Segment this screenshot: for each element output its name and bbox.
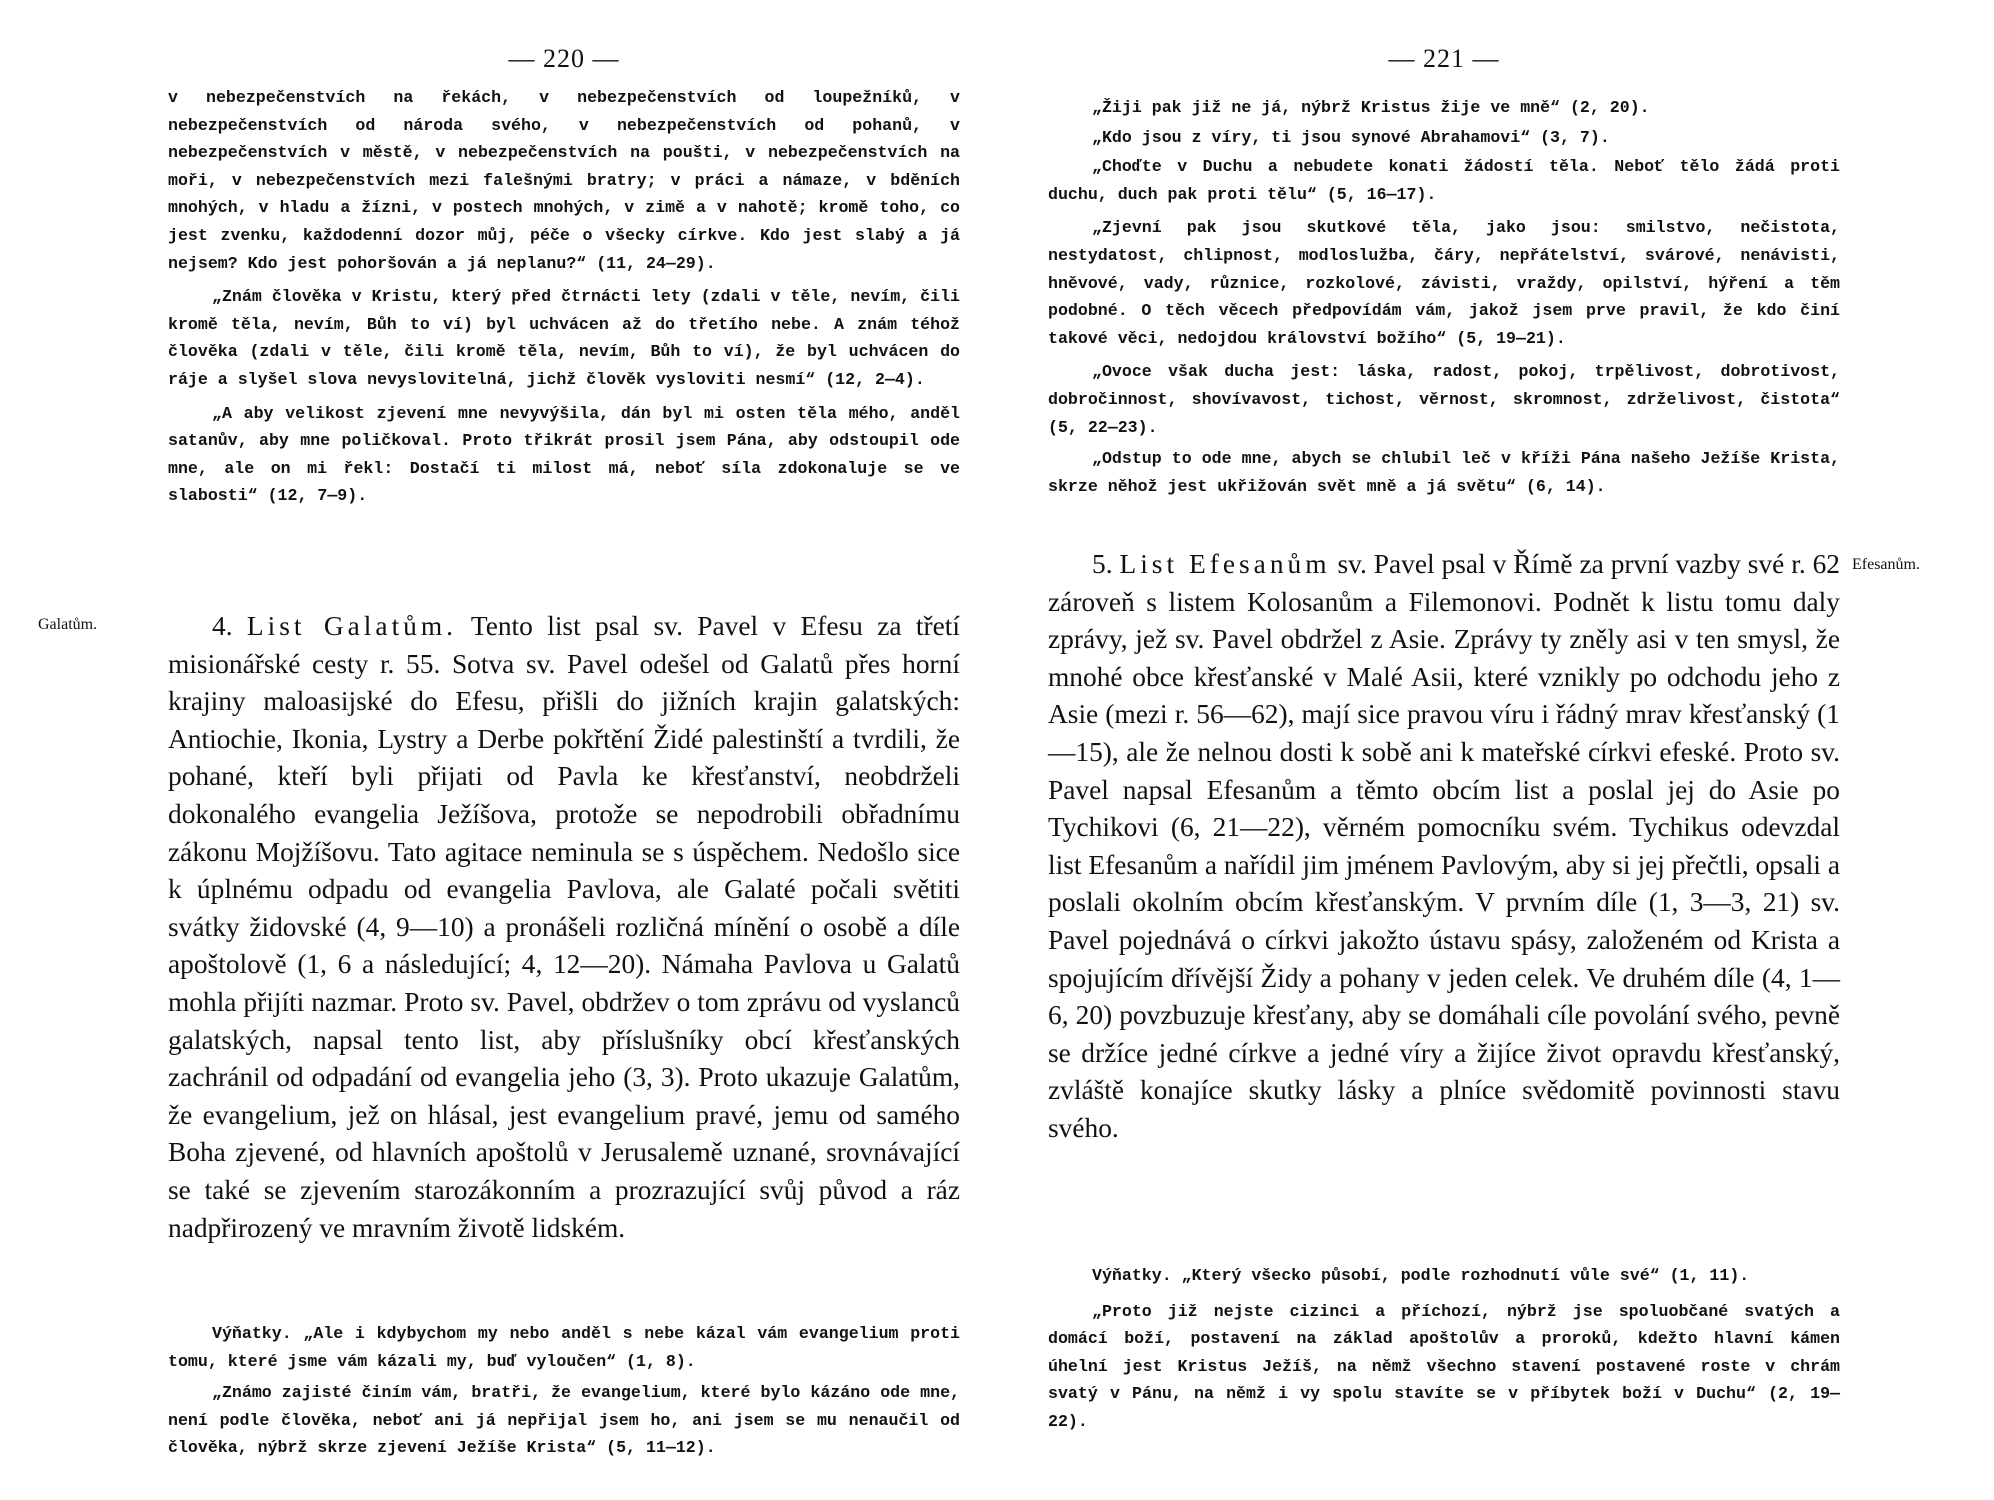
left-section-number: 4.: [212, 611, 233, 641]
left-paragraph-3: „A aby velikost zjevení mne nevyvýšila, dán byl mi osten těla mého, anděl satanův, aby mne poličkoval. Proto třikrát prosil jsem Pána, aby odstoupil ode mne, ale on mi řekl: Dostačí ti milost má, neboť síla zdokonaluje se ve slabosti“ (12, 7—9).: [168, 403, 960, 506]
right-excerpt-label: Výňatky.: [1092, 1266, 1172, 1285]
left-excerpt-label: Výňatky.: [212, 1324, 292, 1343]
left-top-text: [168, 84, 960, 510]
right-quote-4: „Zjevní pak jsou skutkové těla, jako jsou: smilstvo, nečistota, nestydatost, chlipnost, modloslužba, čáry, nepřátelství, svárové, nenávisti, hněvové, vady, různice, rozkolové, závisti, vraždy, opilství, hýření a těm podobné. O těch věcech předpovídám vám, jakož jsem prve pravil, že kdo činí takové věci, nedojdou království božího“ (5, 19—21).: [1048, 218, 1840, 348]
right-excerpts: [1048, 1262, 1840, 1436]
left-margin-note: Galatům.: [38, 616, 98, 633]
left-excerpts: [168, 1320, 960, 1462]
right-quote-1: „Žiji pak již ne já, nýbrž Kristus žije ve mně“ (2, 20).: [1092, 98, 1650, 117]
left-paragraph-2: „Znám člověka v Kristu, který před čtrnácti lety (zdali v těle, nevím, čili kromě těla, nevím, Bůh to ví) byl uchvácen až do třetího nebe. A znám téhož člověka (zdali v těle, čili kromě těla, nevím, Bůh to ví), že byl uchvácen do ráje a slyšel slova nevyslovitelná, jichž člověk vysloviti nesmí“ (12, 2—4).: [168, 287, 960, 389]
right-quote-6: „Odstup to ode mne, abych se chlubil leč v kříži Pána našeho Ježíše Krista, skrze něhož jest ukřižován svět mně a já světu“ (6, 14).: [1048, 449, 1840, 496]
right-section-title: List Efesanům: [1119, 549, 1331, 579]
right-quote-3: „Choďte v Duchu a nebudete konati žádostí těla. Neboť tělo žádá proti duchu, duch pak proti tělu“ (5, 16—17).: [1048, 157, 1840, 204]
right-quote-2: „Kdo jsou z víry, ti jsou synové Abrahamovi“ (3, 7).: [1092, 127, 1610, 147]
left-section-body: Tento list psal sv. Pavel v Efesu za třetí misionářské cesty r. 55. Sotva sv. Pavel odešel od Galatů přes horní krajiny maloasijské do Efesu, přišli do jižních krajin galatských: Antiochie, Ikonia, Lystry a Derbe pokřtění Židé palestinští a tvrdili, že pohané, kteří byli přijati od Pavla ke křesťanství, neobdrželi dokonalého evangelia Ježíšova, protože se nepodrobili obřadnímu zákonu Mojžíšovu. Tato agitace neminula se s úspěchem. Nedošlo sice k úplnému odpadu od evangelia Pavlova, ale Galaté počali světiti svátky židovské (4, 9—10) a pronášeli rozličná mínění o osobě a díle apoštolově (1, 6 a následující; 4, 12—20). Námaha Pavlova u Galatů mohla přijíti nazmar. Proto sv. Pavel, obdržev o tom zprávu od vyslanců galatských, napsal tento list, aby příslušníky obcí křesťanských zachránil od odpadání od evangelia jeho (3, 3). Proto ukazuje Galatům, že evangelium, jež on hlásal, jest evangelium pravé, jemu od samého Boha zjevené, od hlavních apoštolů v Jerusalemě uznané, srovnávající se také se zjevením starozákonním a prozrazující svůj původ a ráz nadpřirozený ve mravním životě lidském.: [168, 611, 960, 1243]
right-excerpt-1-text: „Který všecko působí, podle rozhodnutí vůle své“ (1, 11).: [1181, 1266, 1750, 1285]
left-paragraph-1: v nebezpečenstvích na řekách, v nebezpečenstvích od loupežníků, v nebezpečenstvích od národa svého, v nebezpečenstvích od pohanů, v nebezpečenstvích v městě, v nebezpečenstvích na poušti, v nebezpečenstvích na moři, v nebezpečenstvích mezi falešnými bratry; v práci a námaze, v bděních mnohých, v hladu a žízni, v postech mnohých, v zimě a v nahotě; kromě toho, co jest zvenku, každodenní dozor můj, péče o všecky církve. Kdo jest slabý a já nejsem? Kdo jest pohoršován a já neplanu?“ (11, 24—29).: [168, 88, 960, 273]
right-page-number: — 221 —: [1388, 44, 1500, 73]
left-section-title: List Galatům.: [246, 611, 458, 641]
right-section: [1048, 546, 1840, 1148]
right-excerpt-2: „Proto již nejste cizinci a příchozí, nýbrž jse spoluobčané svatých a domácí boží, postavení na základ apoštolův a proroků, kdežto hlavní kámen úhelní jest Kristus Ježíš, na němž všechno stavení postavené roste v chrám svatý v Pánu, na němž i vy spolu stavíte se v příbytek boží v Duchu“ (2, 19—22).: [1048, 1301, 1840, 1431]
right-section-body: sv. Pavel psal v Římě za první vazby své r. 62 zároveň s listem Kolosanům a Filemonovi. Podnět k listu tomu daly zprávy, jež sv. Pavel obdržel z Asie. Zprávy ty zněly asi v ten smysl, že mnohé obce křesťanské v Malé Asii, které vznikly po odchodu jeho z Asie (mezi r. 56—62), mají sice pravou víru i řádný mrav křesťanský (1—15), ale že nelnou dosti k sobě ani k mateřské církvi efeské. Proto sv. Pavel napsal Efesanům a těmto obcím list a poslal jej do Asie po Tychikovi (6, 21—22), věrném pomocníku svém. Tychikus odevzdal list Efesanům a nařídil jim jménem Pavlovým, aby si jej přečtli, opsali a poslali okolním obcím křesťanským. V prvním díle (1, 3—3, 21) sv. Pavel pojednává o církvi jakožto ústavu spásy, založeném od Krista a spojujícím dřívější Židy a pohany v jeden celek. Ve druhém díle (4, 1—6, 20) povzbuzuje křesťany, aby se domáhali cíle povolání svého, pevně se držíce jedné církve a jedné víry a žijíce život opravdu křesťanský, zvláště konajíce skutky lásky a plníce svědomitě povinnosti stavu svého.: [1048, 549, 1840, 1143]
right-quote-5: „Ovoce však ducha jest: láska, radost, pokoj, trpělivost, dobrotivost, dobročinnost, shovívavost, tichost, věrnost, skromnost, zdrželivost, čistota“ (5, 22—23).: [1048, 362, 1840, 437]
right-section-number: 5.: [1092, 549, 1113, 579]
left-excerpt-1: [168, 1320, 960, 1375]
right-margin-note: Efesanům.: [1852, 556, 1920, 573]
left-excerpt-2: „Známo zajisté činím vám, bratři, že evangelium, které bylo kázáno ode mne, není podle člověka, neboť ani já nepřijal jsem ho, ani jsem se mu nenaučil od člověka, nýbrž skrze zjevení Ježíše Krista“ (5, 11—12).: [168, 1383, 960, 1458]
right-excerpt-1: [1048, 1262, 1840, 1290]
left-page-number: — 220 —: [508, 44, 620, 73]
left-section: [168, 608, 960, 1247]
left-excerpt-1-text: „Ale i kdybychom my nebo anděl s nebe kázal vám evangelium proti tomu, které jsme vám kázali my, buď vyloučen“ (1, 8).: [168, 1324, 960, 1371]
right-quotes: [1048, 94, 1840, 500]
